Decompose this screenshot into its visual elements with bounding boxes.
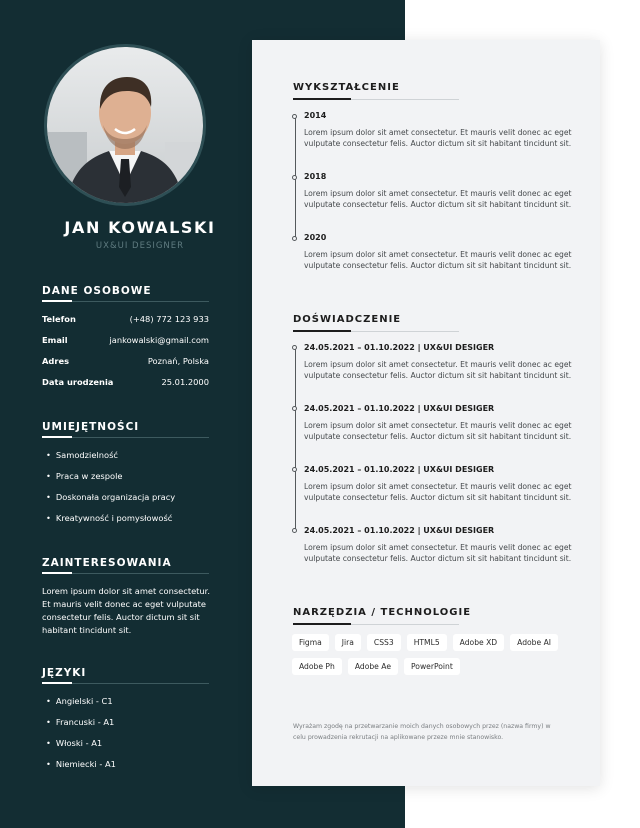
experience-description: Lorem ipsum dolor sit amet consectetur. Et mauris velit donec ac eget vulputate consectetur felis. Auctor dictum sit sit habitant tincidunt sit. xyxy=(304,360,572,380)
timeline-dot xyxy=(292,406,297,411)
education-description: Lorem ipsum dolor sit amet consectetur. Et mauris velit donec ac eget vulputate consectetur felis. Auctor dictum sit sit habitant tincidunt sit. xyxy=(304,189,572,209)
section-accent xyxy=(42,682,72,684)
timeline-dot xyxy=(292,345,297,350)
tool-chip: Adobe Ae xyxy=(348,658,398,675)
language-item: • Francuski - A1 xyxy=(46,717,114,727)
profile-photo xyxy=(44,44,206,206)
language-item: • Niemiecki - A1 xyxy=(46,759,116,769)
interests-text: Lorem ipsum dolor sit amet consectetur. Et mauris velit donec ac eget vulputate consectetur felis. Auctor dictum sit sit habitant tincidunt sit. xyxy=(42,586,210,635)
phone-value: (+48) 772 123 933 xyxy=(129,314,209,324)
section-accent xyxy=(293,623,351,625)
candidate-role: UX&UI DESIGNER xyxy=(95,241,185,251)
section-accent xyxy=(42,572,72,574)
section-accent xyxy=(293,330,351,332)
experience-description: Lorem ipsum dolor sit amet consectetur. Et mauris velit donec ac eget vulputate consectetur felis. Auctor dictum sit sit habitant tincidunt sit. xyxy=(304,543,572,563)
tool-chip: CSS3 xyxy=(367,634,401,651)
tool-chip: Figma xyxy=(292,634,329,651)
experience-heading: 24.05.2021 – 01.10.2022 | UX&UI DESIGER xyxy=(304,343,495,352)
personal-row-address xyxy=(42,356,209,366)
email-value: jankowalski@gmail.com xyxy=(109,335,209,345)
section-accent xyxy=(293,98,351,100)
personal-row-birthdate xyxy=(42,377,209,387)
experience-section-title: DOŚWIADCZENIE xyxy=(293,314,402,325)
education-year: 2014 xyxy=(304,111,327,120)
tool-chip: Jira xyxy=(335,634,361,651)
tool-chip: PowerPoint xyxy=(404,658,460,675)
personal-label: Email xyxy=(42,335,68,345)
tool-chip: Adobe XD xyxy=(453,634,504,651)
birthdate-value: 25.01.2000 xyxy=(161,377,209,387)
language-item: • Włoski - A1 xyxy=(46,738,102,748)
skill-item: • Praca w zespole xyxy=(46,471,123,481)
personal-section-title: DANE OSOBOWE xyxy=(42,285,152,297)
candidate-name: JAN KOWALSKI xyxy=(64,218,216,237)
language-item: • Angielski - C1 xyxy=(46,696,113,706)
tools-list xyxy=(292,634,562,675)
education-description: Lorem ipsum dolor sit amet consectetur. Et mauris velit donec ac eget vulputate consectetur felis. Auctor dictum sit sit habitant tincidunt sit. xyxy=(304,128,572,148)
section-accent xyxy=(42,436,72,438)
personal-label: Adres xyxy=(42,356,70,366)
timeline-dot xyxy=(292,236,297,241)
skill-item: • Doskonała organizacja pracy xyxy=(46,492,175,502)
personal-row-email xyxy=(42,335,209,345)
tool-chip: Adobe Ph xyxy=(292,658,342,675)
languages-section-title: JĘZYKI xyxy=(42,667,87,679)
experience-description: Lorem ipsum dolor sit amet consectetur. Et mauris velit donec ac eget vulputate consectetur felis. Auctor dictum sit sit habitant tincidunt sit. xyxy=(304,421,572,441)
experience-heading: 24.05.2021 – 01.10.2022 | UX&UI DESIGER xyxy=(304,404,495,413)
experience-timeline xyxy=(295,348,296,531)
personal-label: Data urodzenia xyxy=(42,377,114,387)
skill-item: • Kreatywność i pomysłowość xyxy=(46,513,172,523)
tools-section-title: NARZĘDZIA / TECHNOLOGIE xyxy=(293,607,472,618)
timeline-dot xyxy=(292,467,297,472)
interests-section-title: ZAINTERESOWANIA xyxy=(42,557,172,569)
experience-heading: 24.05.2021 – 01.10.2022 | UX&UI DESIGER xyxy=(304,526,495,535)
timeline-dot xyxy=(292,175,297,180)
tool-chip: Adobe AI xyxy=(510,634,558,651)
education-section-title: WYKSZTAŁCENIE xyxy=(293,82,400,93)
timeline-dot xyxy=(292,528,297,533)
timeline-dot xyxy=(292,114,297,119)
personal-row-phone xyxy=(42,314,209,324)
tool-chip: HTML5 xyxy=(407,634,447,651)
address-value: Poznań, Polska xyxy=(147,356,209,366)
gdpr-consent-clause: Wyrażam zgodę na przetwarzanie moich danych osobowych przez (nazwa firmy) w celu prowadzenia rekrutacji na aplikowane przeze mnie stanowisko. xyxy=(293,723,551,741)
experience-description: Lorem ipsum dolor sit amet consectetur. Et mauris velit donec ac eget vulputate consectetur felis. Auctor dictum sit sit habitant tincidunt sit. xyxy=(304,482,572,502)
personal-label: Telefon xyxy=(42,314,76,324)
section-accent xyxy=(42,300,72,302)
education-year: 2020 xyxy=(304,233,327,242)
skill-item: • Samodzielność xyxy=(46,450,118,460)
experience-heading: 24.05.2021 – 01.10.2022 | UX&UI DESIGER xyxy=(304,465,495,474)
skills-section-title: UMIEJĘTNOŚCI xyxy=(42,421,140,433)
education-description: Lorem ipsum dolor sit amet consectetur. Et mauris velit donec ac eget vulputate consectetur felis. Auctor dictum sit sit habitant tincidunt sit. xyxy=(304,250,572,270)
education-year: 2018 xyxy=(304,172,327,181)
